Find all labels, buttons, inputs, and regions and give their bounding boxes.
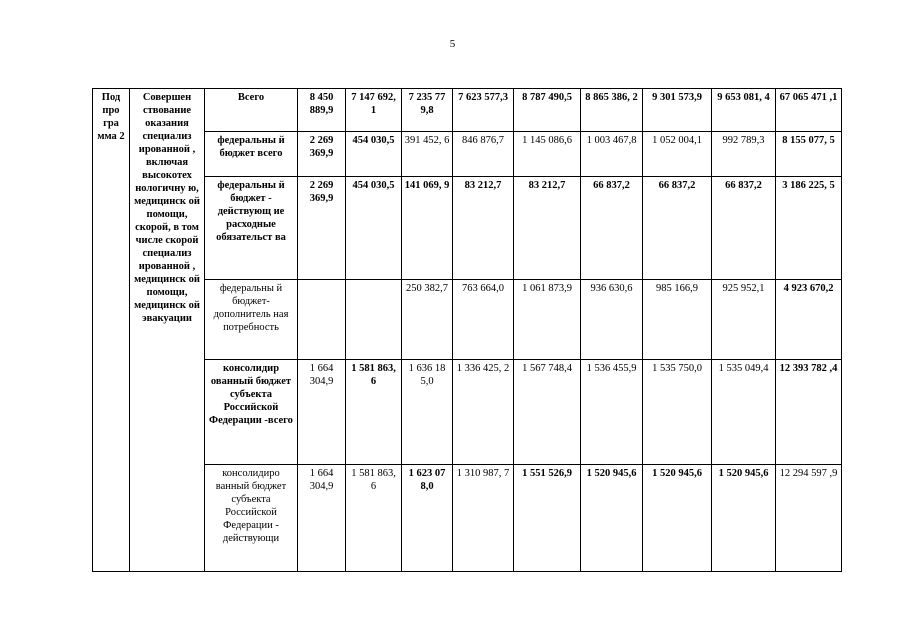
year-value-cell: 1 003 467,8	[581, 132, 643, 177]
funding-category: консолидир ованный бюджет субъекта Российской Федерации -всего	[205, 360, 298, 465]
page-number: 5	[449, 38, 456, 50]
year-value-cell: 9 301 573,9	[643, 89, 712, 132]
year-value-cell: 83 212,7	[514, 177, 581, 280]
year-value-cell: 1 061 873,9	[514, 280, 581, 360]
year-value-cell: 992 789,3	[712, 132, 776, 177]
table-row	[93, 280, 842, 360]
year-value-cell: 846 876,7	[453, 132, 514, 177]
year-value-cell	[298, 280, 346, 360]
year-value-cell: 1 310 987, 7	[453, 465, 514, 572]
total-cell: 67 065 471 ,1	[776, 89, 842, 132]
program-title: Совершен ствование оказания специализ ированной , включая высокотех нологичну ю, медицинск ой помощи, скорой, в том числе скорой специализ ированной , медицинск ой помощи, медицинск ой эвакуации	[130, 89, 205, 572]
year-value-cell: 83 212,7	[453, 177, 514, 280]
year-value-cell: 936 630,6	[581, 280, 643, 360]
year-value-cell: 1 520 945,6	[581, 465, 643, 572]
table-row	[93, 177, 842, 280]
year-value-cell: 1 664 304,9	[298, 465, 346, 572]
year-value-cell: 1 551 526,9	[514, 465, 581, 572]
year-value-cell: 391 452, 6	[402, 132, 453, 177]
year-value-cell: 66 837,2	[581, 177, 643, 280]
year-value-cell: 1 520 945,6	[712, 465, 776, 572]
year-value-cell: 66 837,2	[643, 177, 712, 280]
total-cell: 3 186 225, 5	[776, 177, 842, 280]
year-value-cell: 1 581 863, 6	[346, 360, 402, 465]
year-value-cell: 1 664 304,9	[298, 360, 346, 465]
year-value-cell: 1 623 07 8,0	[402, 465, 453, 572]
year-value-cell: 1 567 748,4	[514, 360, 581, 465]
year-value-cell: 985 166,9	[643, 280, 712, 360]
subprogram-label: Под про гра мма 2	[93, 89, 130, 572]
year-value-cell: 1 581 863, 6	[346, 465, 402, 572]
year-value-cell: 2 269 369,9	[298, 132, 346, 177]
year-value-cell: 66 837,2	[712, 177, 776, 280]
year-value-cell: 1 535 049,4	[712, 360, 776, 465]
year-value-cell: 7 147 692, 1	[346, 89, 402, 132]
total-cell: 12 294 597 ,9	[776, 465, 842, 572]
table-row	[93, 132, 842, 177]
funding-category: Всего	[205, 89, 298, 132]
year-value-cell: 1 535 750,0	[643, 360, 712, 465]
year-value-cell	[346, 280, 402, 360]
table-row	[93, 89, 842, 132]
funding-category: федеральны й бюджет всего	[205, 132, 298, 177]
year-value-cell: 454 030,5	[346, 132, 402, 177]
year-value-cell: 763 664,0	[453, 280, 514, 360]
year-value-cell: 7 235 77 9,8	[402, 89, 453, 132]
year-value-cell: 1 636 18 5,0	[402, 360, 453, 465]
year-value-cell: 9 653 081, 4	[712, 89, 776, 132]
year-value-cell: 1 145 086,6	[514, 132, 581, 177]
funding-category: консолидиро ванный бюджет субъекта Российской Федерации - действующи	[205, 465, 298, 572]
year-value-cell: 8 450 889,9	[298, 89, 346, 132]
year-value-cell: 8 865 386, 2	[581, 89, 643, 132]
year-value-cell: 141 069, 9	[402, 177, 453, 280]
total-cell: 12 393 782 ,4	[776, 360, 842, 465]
year-value-cell: 250 382,7	[402, 280, 453, 360]
year-value-cell: 1 052 004,1	[643, 132, 712, 177]
year-value-cell: 1 520 945,6	[643, 465, 712, 572]
year-value-cell: 8 787 490,5	[514, 89, 581, 132]
year-value-cell: 7 623 577,3	[453, 89, 514, 132]
funding-category: федеральны й бюджет- дополнитель ная потребность	[205, 280, 298, 360]
funding-category: федеральны й бюджет - действующ ие расходные обязательст ва	[205, 177, 298, 280]
total-cell: 8 155 077, 5	[776, 132, 842, 177]
year-value-cell: 2 269 369,9	[298, 177, 346, 280]
table-row	[93, 360, 842, 465]
year-value-cell: 454 030,5	[346, 177, 402, 280]
year-value-cell: 925 952,1	[712, 280, 776, 360]
total-cell: 4 923 670,2	[776, 280, 842, 360]
table-row	[93, 465, 842, 572]
year-value-cell: 1 336 425, 2	[453, 360, 514, 465]
year-value-cell: 1 536 455,9	[581, 360, 643, 465]
budget-table	[92, 88, 842, 572]
